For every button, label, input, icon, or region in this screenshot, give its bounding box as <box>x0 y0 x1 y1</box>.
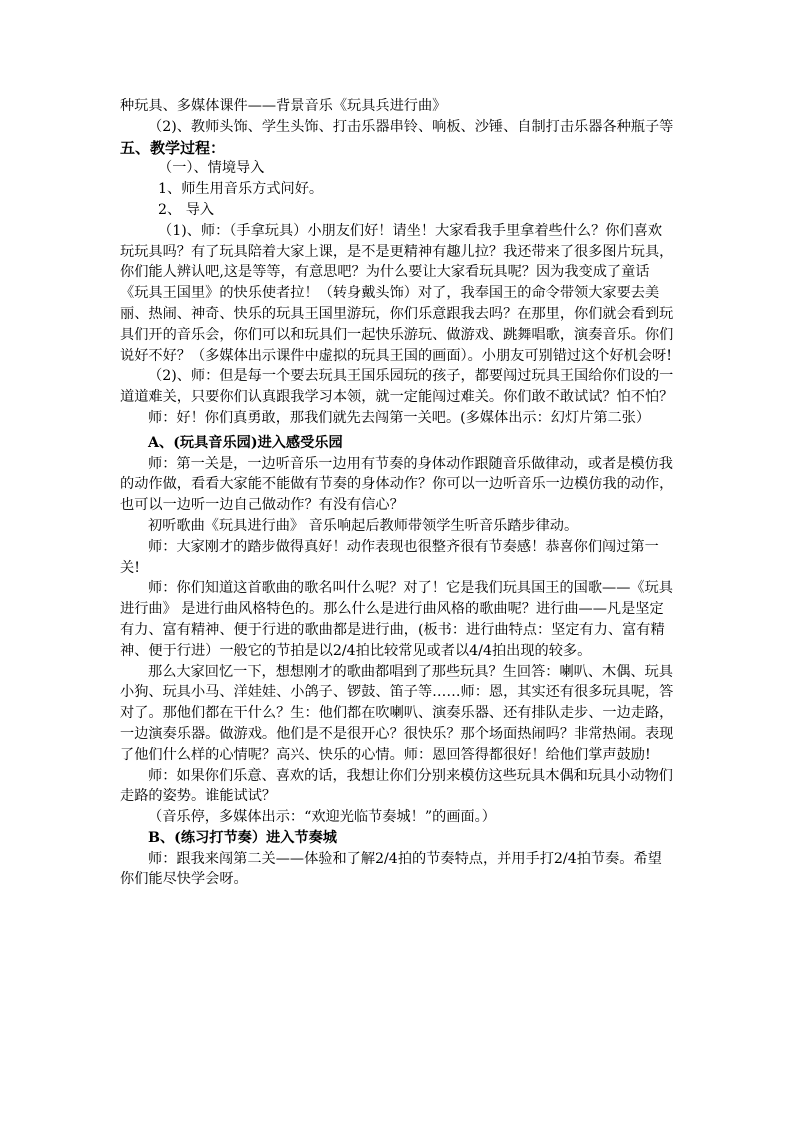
paragraph-imitate: 师：如果你们乐意、喜欢的话，我想让你们分别来模仿这些玩具木偶和玩具小动物们走路的姿势。谁能试试？ <box>120 767 673 805</box>
heading-music-garden: A、(玩具音乐园)进入感受乐园 <box>148 434 343 451</box>
paragraph-praise: 师：大家刚才的踏步做得真好！动作表现也很整齐很有节奏感！恭喜你们闯过第一关! <box>120 538 659 576</box>
paragraph-intro-heading: 2、 导入 <box>158 201 215 218</box>
paragraph-first-level: 师：好！你们真勇敢，那我们就先去闯第一关吧。(多媒体出示：幻灯片第二张） <box>148 409 651 426</box>
subsection-heading-situation-intro: （一）、情境导入 <box>158 160 265 177</box>
heading-rhythm-city: B、(练习打节奏）进入节奏城 <box>148 829 337 846</box>
paragraph-intro-2: （2)、师：但是每一个要去玩具王国乐园玩的孩子，都要闯过玩具王国给你们设的一道道难关，只要你们认真跟我学习本领，就一定能闯过难关。你们敢不敢试试？怕不怕？ <box>120 368 674 406</box>
paragraph-first-listen: 初听歌曲《玩具进行曲》 音乐响起后教师带领学生听音乐踏步律动。 <box>148 517 579 534</box>
paragraph-recall-toys: 那么大家回忆一下，想想刚才的歌曲都唱到了那些玩具？生回答：喇叭、木偶、玩具小狗、玩具小马、洋娃娃、小鸽子、锣鼓、笛子等……师：恩，其实还有很多玩具呢，答对了。那他们都在干什么？生：他们都在吹喇叭、演奏乐器、还有排队走步、一边走路，一边演奏乐器。做游戏。他们是不是很开心？很快乐？那个场面热闹吗？非常热闹。表现了他们什么样的心情呢？高兴、快乐的心情。师：恩回答得都很好！给他们掌声鼓励! <box>120 663 674 763</box>
paragraph-materials-2: （2)、教师头饰、学生头饰、打击乐器串铃、响板、沙锤、自制打击乐器各种瓶子等 <box>148 118 674 135</box>
paragraph-materials-cont: 种玩具、多媒体课件——背景音乐《玩具兵进行曲》 <box>120 98 447 114</box>
paragraph-second-level: 师：跟我来闯第二关——体验和了解2/4拍的节奏特点，并用手打2/4拍节奏。希望你们能尽快学会呀。 <box>120 850 662 888</box>
paragraph-first-level-task: 师：第一关是，一边听音乐一边用有节奏的身体动作跟随音乐做律动，或者是模仿我的动作做，看看大家能不能做有节奏的身体动作？你可以一边听音乐一边模仿我的动作，也可以一边听一边自己做动作？有没有信心？ <box>120 455 674 514</box>
paragraph-music-stop: （音乐停，多媒体出示：“欢迎光临节奏城！”的画面。） <box>148 809 496 826</box>
section-heading-teaching-process: 五、教学过程： <box>120 138 226 157</box>
paragraph-intro-1: （1)、师：（手拿玩具）小朋友们好！请坐！大家看我手里拿着些什么？你们喜欢玩玩具吗？有了玩具陪着大家上课，是不是更精神有趣儿拉？我还带来了很多图片玩具，你们能人辨认吧,这是等等，有意思吧？为什么要让大家看玩具呢？因为我变成了童话《玩具王国里》的快乐使者拉！（转身戴头饰）对了，我奉国王的命令带领大家要去美丽、热闹、神奇、快乐的玩具王国里游玩，你们乐意跟我去吗？在那里，你们就会看到玩具们开的音乐会，你们可以和玩具们一起快乐游玩、做游戏、跳舞唱歌，演奏音乐。你们说好不好？（多媒体出示课件中虚拟的玩具王国的画面）。小朋友可别错过这个好机会呀! <box>120 222 674 364</box>
paragraph-march-style: 师：你们知道这首歌曲的歌名叫什么呢？对了！它是我们玩具国王的国歌——《玩具进行曲》 是进行曲风格特色的。那么什么是进行曲风格的歌曲呢？进行曲——凡是坚定有力、富有精神、便于行进的歌曲都是进行曲，(板书：进行曲特点：坚定有力、富有精神、便于行进）一般它的节拍是以2/4拍比较常见或者以4/4拍出现的较多。 <box>120 580 673 659</box>
paragraph-greeting: 1、师生用音乐方式问好。 <box>158 181 324 198</box>
document-body <box>120 96 676 890</box>
